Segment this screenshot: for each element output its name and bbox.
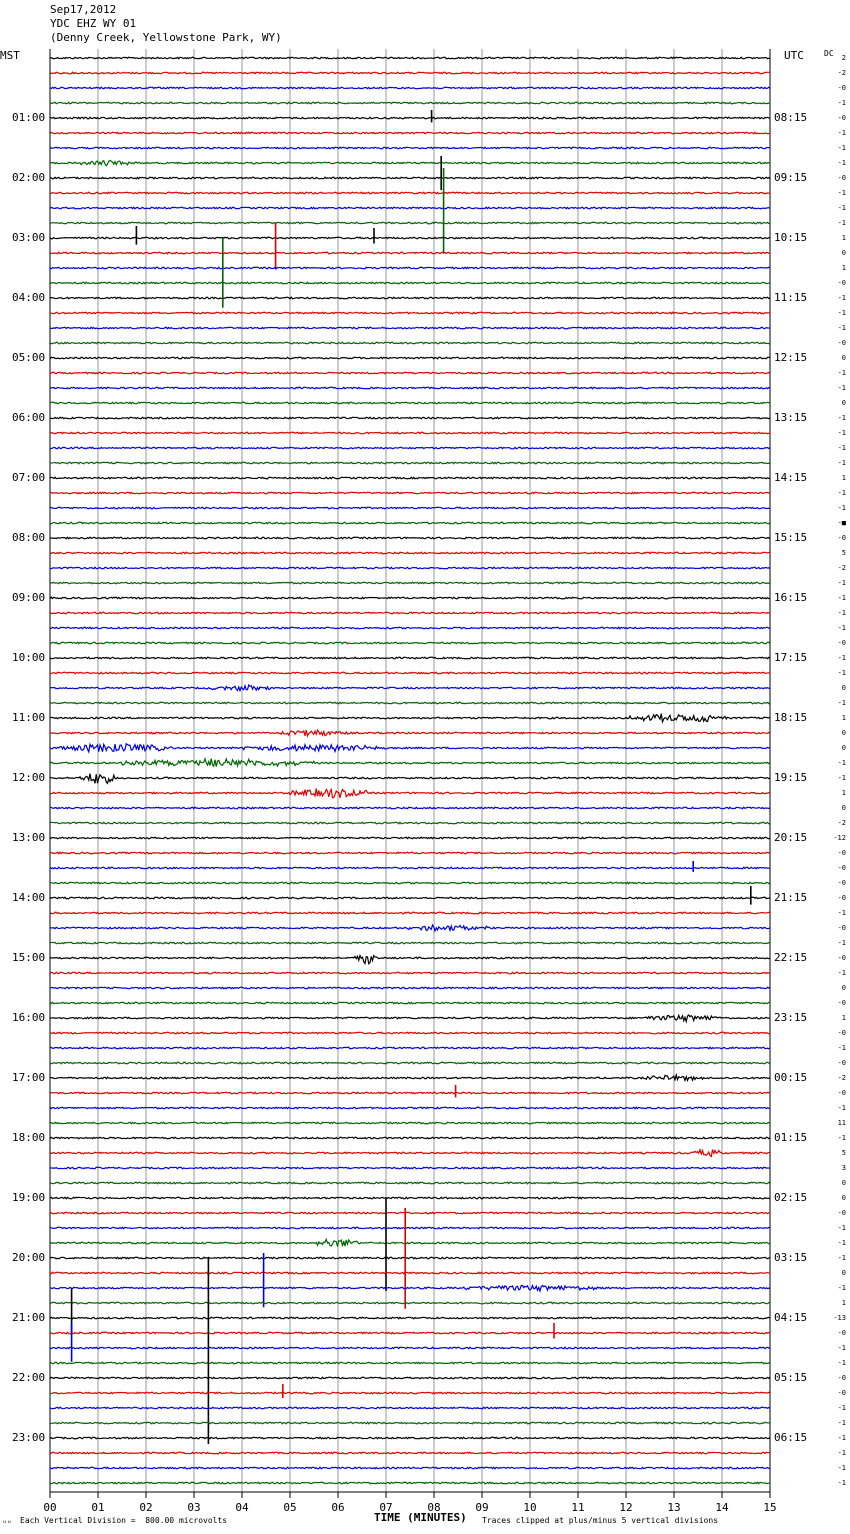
trace-row [50, 372, 770, 374]
trace-row [50, 1362, 770, 1364]
station-label: YDC EHZ WY 01 [50, 17, 137, 30]
dc-offset-value: -1 [837, 324, 846, 332]
dc-offset-value: 1 [841, 1014, 846, 1022]
mst-hour-label: 17:00 [12, 1071, 46, 1084]
trace-row [50, 1062, 770, 1064]
trace-row [50, 897, 770, 899]
dc-offset-value: -2 [837, 564, 846, 572]
dc-offset-value: -0 [837, 924, 846, 932]
mst-hour-label: 16:00 [12, 1011, 46, 1024]
dc-offset-value: 1 [841, 264, 846, 272]
trace-row [50, 507, 770, 509]
mst-hour-label: 18:00 [12, 1131, 46, 1144]
trace-row [50, 774, 770, 784]
dc-offset-value: -0 [837, 174, 846, 182]
dc-offset-value: -0 [837, 639, 846, 647]
dc-offset-value: -1 [837, 1419, 846, 1427]
mst-hour-label: 06:00 [12, 411, 46, 424]
trace-row [50, 327, 770, 329]
trace-row [50, 714, 770, 722]
dc-offset-value: 1 [841, 1299, 846, 1307]
dc-offset-value: -1 [837, 1104, 846, 1112]
trace-row [50, 132, 770, 134]
mst-hour-label: 21:00 [12, 1311, 46, 1324]
trace-row [50, 462, 770, 464]
dc-offset-value: -1 [837, 699, 846, 707]
mst-axis-label: MST [0, 49, 20, 62]
trace-row [50, 672, 770, 674]
trace-row [50, 1122, 770, 1124]
x-tick-label: 14 [715, 1501, 729, 1514]
trace-row [50, 627, 770, 629]
trace-row [50, 702, 770, 704]
trace-row [50, 1197, 770, 1199]
dc-offset-value: -1 [837, 1254, 846, 1262]
dc-offset-value: -1 [837, 1284, 846, 1292]
dc-offset-value: -1 [837, 969, 846, 977]
dc-offset-value: -1 [837, 504, 846, 512]
trace-row [50, 1182, 770, 1184]
trace-row [50, 102, 770, 104]
x-tick-label: 10 [523, 1501, 537, 1514]
utc-hour-label: 06:15 [774, 1431, 808, 1444]
trace-row [50, 312, 770, 314]
x-tick-label: 01 [91, 1501, 105, 1514]
dc-offset-value: -0 [837, 1059, 846, 1067]
mst-hour-label: 09:00 [12, 591, 46, 604]
dc-offset-value: -1 [837, 309, 846, 317]
dc-offset-value: 0 [841, 1194, 846, 1202]
dc-offset-value: -1 [837, 129, 846, 137]
dc-offset-value: -1 [837, 909, 846, 917]
dc-offset-value: 0 [841, 684, 846, 692]
trace-row [50, 207, 770, 209]
x-axis-title: TIME (MINUTES) [374, 1511, 467, 1524]
trace-row [50, 882, 770, 884]
utc-hour-label: 12:15 [774, 351, 808, 364]
dc-offset-value: -1 [837, 384, 846, 392]
trace-row [50, 1407, 770, 1409]
dc-offset-value: 3 [841, 1164, 846, 1172]
dc-offset-value: -1 [837, 144, 846, 152]
dc-offset-value: -1 [837, 489, 846, 497]
dc-offset-value: -1 [837, 1344, 846, 1352]
trace-row [50, 1075, 770, 1081]
footer-mark: ᵤᵤ [2, 1516, 12, 1525]
dc-offset-value: -1 [837, 159, 846, 167]
mst-hour-label: 04:00 [12, 291, 46, 304]
clip-note: Traces clipped at plus/minus 5 vertical divisions [482, 1516, 719, 1525]
dc-offset-value: -1 [837, 1044, 846, 1052]
trace-row [50, 1377, 770, 1379]
trace-row [50, 942, 770, 944]
utc-hour-label: 23:15 [774, 1011, 808, 1024]
dc-offset-value: -1 [837, 624, 846, 632]
x-tick-label: 13 [667, 1501, 681, 1514]
dc-offset-value: -1 [837, 1464, 846, 1472]
trace-row [50, 822, 770, 824]
dc-offset-value: -0 [837, 1089, 846, 1097]
trace-row [50, 1317, 770, 1319]
dc-offset-value: 0 [841, 744, 846, 752]
trace-row [50, 267, 770, 269]
trace-row [50, 402, 770, 404]
trace-row [50, 1482, 770, 1484]
x-tick-label: 03 [187, 1501, 201, 1514]
dc-offset-value: 0 [841, 729, 846, 737]
utc-hour-label: 21:15 [774, 891, 808, 904]
trace-row [50, 642, 770, 644]
mst-hour-label: 11:00 [12, 711, 46, 724]
dc-offset-value: -0 [837, 849, 846, 857]
utc-hour-label: 05:15 [774, 1371, 808, 1384]
trace-row [50, 837, 770, 839]
trace-row [50, 612, 770, 614]
trace-row [50, 1227, 770, 1229]
mst-hour-label: 20:00 [12, 1251, 46, 1264]
dc-offset-value: -1 [837, 1239, 846, 1247]
dc-offset-value: 1 [841, 474, 846, 482]
x-tick-label: 15 [763, 1501, 777, 1514]
trace-row [50, 1392, 770, 1394]
dc-offset-value: -0 [837, 534, 846, 542]
x-tick-label: 09 [475, 1501, 489, 1514]
dc-offset-value: -1 [837, 414, 846, 422]
utc-hour-label: 01:15 [774, 1131, 808, 1144]
dc-offset-value: -1 [837, 579, 846, 587]
x-tick-label: 07 [379, 1501, 393, 1514]
trace-row [50, 1422, 770, 1424]
trace-row [50, 685, 770, 691]
trace-row [50, 597, 770, 599]
dc-offset-value: -12 [833, 834, 846, 842]
dc-offset-value: 2 [841, 54, 846, 62]
trace-row [50, 222, 770, 224]
utc-hour-label: 09:15 [774, 171, 808, 184]
x-tick-label: 02 [139, 1501, 153, 1514]
dc-offset-value: 0 [841, 399, 846, 407]
utc-hour-label: 11:15 [774, 291, 808, 304]
dc-offset-value: -0 [837, 339, 846, 347]
x-tick-label: 12 [619, 1501, 633, 1514]
dc-offset-value: -1 [837, 939, 846, 947]
dc-offset-value: 1 [841, 789, 846, 797]
trace-row [50, 387, 770, 389]
utc-hour-label: 17:15 [774, 651, 808, 664]
dc-offset-value: 0 [841, 804, 846, 812]
utc-hour-label: 15:15 [774, 531, 808, 544]
dc-offset-value: -0 [837, 879, 846, 887]
trace-row [50, 552, 770, 554]
mst-hour-label: 01:00 [12, 111, 46, 124]
dc-offset-value: -1 [837, 1479, 846, 1487]
dc-offset-value: -1 [837, 654, 846, 662]
trace-row [50, 1107, 770, 1109]
trace-row [50, 1302, 770, 1304]
utc-hour-label: 16:15 [774, 591, 808, 604]
dc-offset-value: -1 [837, 1359, 846, 1367]
trace-row [50, 1167, 770, 1169]
trace-row [50, 807, 770, 809]
trace-row [50, 1137, 770, 1139]
scale-note: Each Vertical Division = 800.00 microvolts [20, 1516, 228, 1525]
dc-offset-value: -0 [837, 114, 846, 122]
trace-row [50, 1047, 770, 1049]
dc-offset-value: -13 [833, 1314, 846, 1322]
utc-hour-label: 22:15 [774, 951, 808, 964]
utc-hour-label: 00:15 [774, 1071, 808, 1084]
trace-row [50, 867, 770, 869]
utc-hour-label: 18:15 [774, 711, 808, 724]
trace-row [50, 1437, 770, 1439]
trace-row [50, 912, 770, 914]
dc-offset-value: -1 [837, 1404, 846, 1412]
dc-offset-value: -1 [837, 219, 846, 227]
dc-offset-value: 0 [841, 354, 846, 362]
dc-offset-value: -1 [837, 444, 846, 452]
x-tick-label: 05 [283, 1501, 297, 1514]
trace-row [50, 1212, 770, 1214]
trace-row [50, 1257, 770, 1259]
trace-row [50, 1002, 770, 1004]
trace-row [50, 1467, 770, 1469]
dc-offset-value: -1 [837, 1224, 846, 1232]
dc-offset-value: -0 [837, 84, 846, 92]
dc-offset-value: -1 [837, 99, 846, 107]
dc-offset-value: -2 [837, 819, 846, 827]
trace-row [50, 237, 770, 239]
trace-row [50, 852, 770, 854]
dc-offset-value: 11 [837, 1119, 846, 1127]
trace-row [50, 492, 770, 494]
dc-offset-value: -1 [837, 459, 846, 467]
dc-offset-value: 5 [841, 1149, 846, 1157]
trace-row [50, 342, 770, 344]
trace-row [50, 1015, 770, 1022]
dc-offset-value: 1 [841, 714, 846, 722]
x-tick-label: 11 [571, 1501, 585, 1514]
trace-row [50, 57, 770, 59]
trace-row [50, 1239, 770, 1246]
dc-offset-value: -0 [837, 1389, 846, 1397]
dc-offset-value: -0 [837, 1029, 846, 1037]
utc-hour-label: 14:15 [774, 471, 808, 484]
trace-row [50, 357, 770, 359]
dc-offset-value: -■ [837, 519, 846, 527]
mst-hour-label: 03:00 [12, 231, 46, 244]
dc-offset-value: 1 [841, 234, 846, 242]
trace-row [50, 1452, 770, 1454]
trace-row [50, 477, 770, 479]
trace-row [50, 759, 770, 767]
trace-row [50, 447, 770, 449]
dc-offset-value: -1 [837, 594, 846, 602]
trace-row [50, 657, 770, 659]
utc-hour-label: 20:15 [774, 831, 808, 844]
mst-hour-label: 10:00 [12, 651, 46, 664]
dc-offset-value: -0 [837, 954, 846, 962]
dc-offset-value: -0 [837, 894, 846, 902]
dc-offset-value: 5 [841, 549, 846, 557]
mst-hour-label: 05:00 [12, 351, 46, 364]
trace-row [50, 177, 770, 179]
dc-offset-value: -1 [837, 669, 846, 677]
dc-offset-value: -1 [837, 189, 846, 197]
trace-row [50, 744, 770, 752]
mst-hour-label: 02:00 [12, 171, 46, 184]
trace-row [50, 1092, 770, 1094]
trace-row [50, 537, 770, 539]
dc-offset-value: 0 [841, 1179, 846, 1187]
dc-offset-value: -2 [837, 1074, 846, 1082]
trace-row [50, 925, 770, 931]
trace-row [50, 282, 770, 284]
mst-hour-label: 13:00 [12, 831, 46, 844]
mst-hour-label: 23:00 [12, 1431, 46, 1444]
mst-hour-label: 15:00 [12, 951, 46, 964]
trace-row [50, 1032, 770, 1034]
trace-row [50, 417, 770, 419]
dc-offset-value: -1 [837, 1134, 846, 1142]
dc-offset-value: -0 [837, 1374, 846, 1382]
trace-row [50, 567, 770, 569]
trace-row [50, 1332, 770, 1334]
trace-row [50, 1150, 770, 1157]
trace-row [50, 956, 770, 964]
date-label: Sep17,2012 [50, 3, 117, 16]
dc-offset-value: -0 [837, 1209, 846, 1217]
dc-offset-value: -1 [837, 429, 846, 437]
dc-offset-value: 0 [841, 1269, 846, 1277]
trace-row [50, 72, 770, 74]
dc-offset-value: -1 [837, 1434, 846, 1442]
utc-hour-label: 08:15 [774, 111, 808, 124]
dc-offset-value: -1 [837, 774, 846, 782]
mst-hour-label: 19:00 [12, 1191, 46, 1204]
utc-hour-label: 03:15 [774, 1251, 808, 1264]
x-tick-label: 08 [427, 1501, 441, 1514]
trace-row [50, 972, 770, 974]
dc-label: DC [824, 49, 834, 58]
location-label: (Denny Creek, Yellowstone Park, WY) [50, 31, 282, 44]
trace-row [50, 1272, 770, 1274]
utc-hour-label: 04:15 [774, 1311, 808, 1324]
trace-row [50, 147, 770, 149]
x-tick-label: 00 [43, 1501, 57, 1514]
trace-row [50, 117, 770, 119]
x-tick-label: 06 [331, 1501, 345, 1514]
trace-row [50, 730, 770, 736]
utc-hour-label: 10:15 [774, 231, 808, 244]
trace-row [50, 582, 770, 584]
utc-hour-label: 02:15 [774, 1191, 808, 1204]
trace-row [50, 87, 770, 89]
dc-offset-value: -1 [837, 609, 846, 617]
trace-row [50, 297, 770, 299]
dc-offset-value: -1 [837, 204, 846, 212]
mst-hour-label: 08:00 [12, 531, 46, 544]
utc-hour-label: 19:15 [774, 771, 808, 784]
trace-row [50, 252, 770, 254]
dc-offset-value: -0 [837, 279, 846, 287]
dc-offset-value: -2 [837, 69, 846, 77]
trace-row [50, 788, 770, 797]
mst-hour-label: 22:00 [12, 1371, 46, 1384]
dc-offset-value: -1 [837, 369, 846, 377]
trace-row [50, 160, 770, 165]
dc-offset-value: -0 [837, 864, 846, 872]
trace-row [50, 432, 770, 434]
x-tick-label: 04 [235, 1501, 249, 1514]
dc-offset-value: 0 [841, 984, 846, 992]
dc-offset-value: -0 [837, 999, 846, 1007]
dc-offset-value: 0 [841, 249, 846, 257]
trace-row [50, 1347, 770, 1349]
utc-hour-label: 13:15 [774, 411, 808, 424]
dc-offset-value: -1 [837, 294, 846, 302]
trace-row [50, 987, 770, 989]
dc-offset-value: -1 [837, 759, 846, 767]
trace-row [50, 1285, 770, 1291]
dc-offset-value: -1 [837, 1449, 846, 1457]
dc-offset-value: -0 [837, 1329, 846, 1337]
utc-axis-label: UTC [784, 49, 804, 62]
trace-row [50, 522, 770, 524]
trace-row [50, 192, 770, 194]
mst-hour-label: 14:00 [12, 891, 46, 904]
mst-hour-label: 07:00 [12, 471, 46, 484]
mst-hour-label: 12:00 [12, 771, 46, 784]
